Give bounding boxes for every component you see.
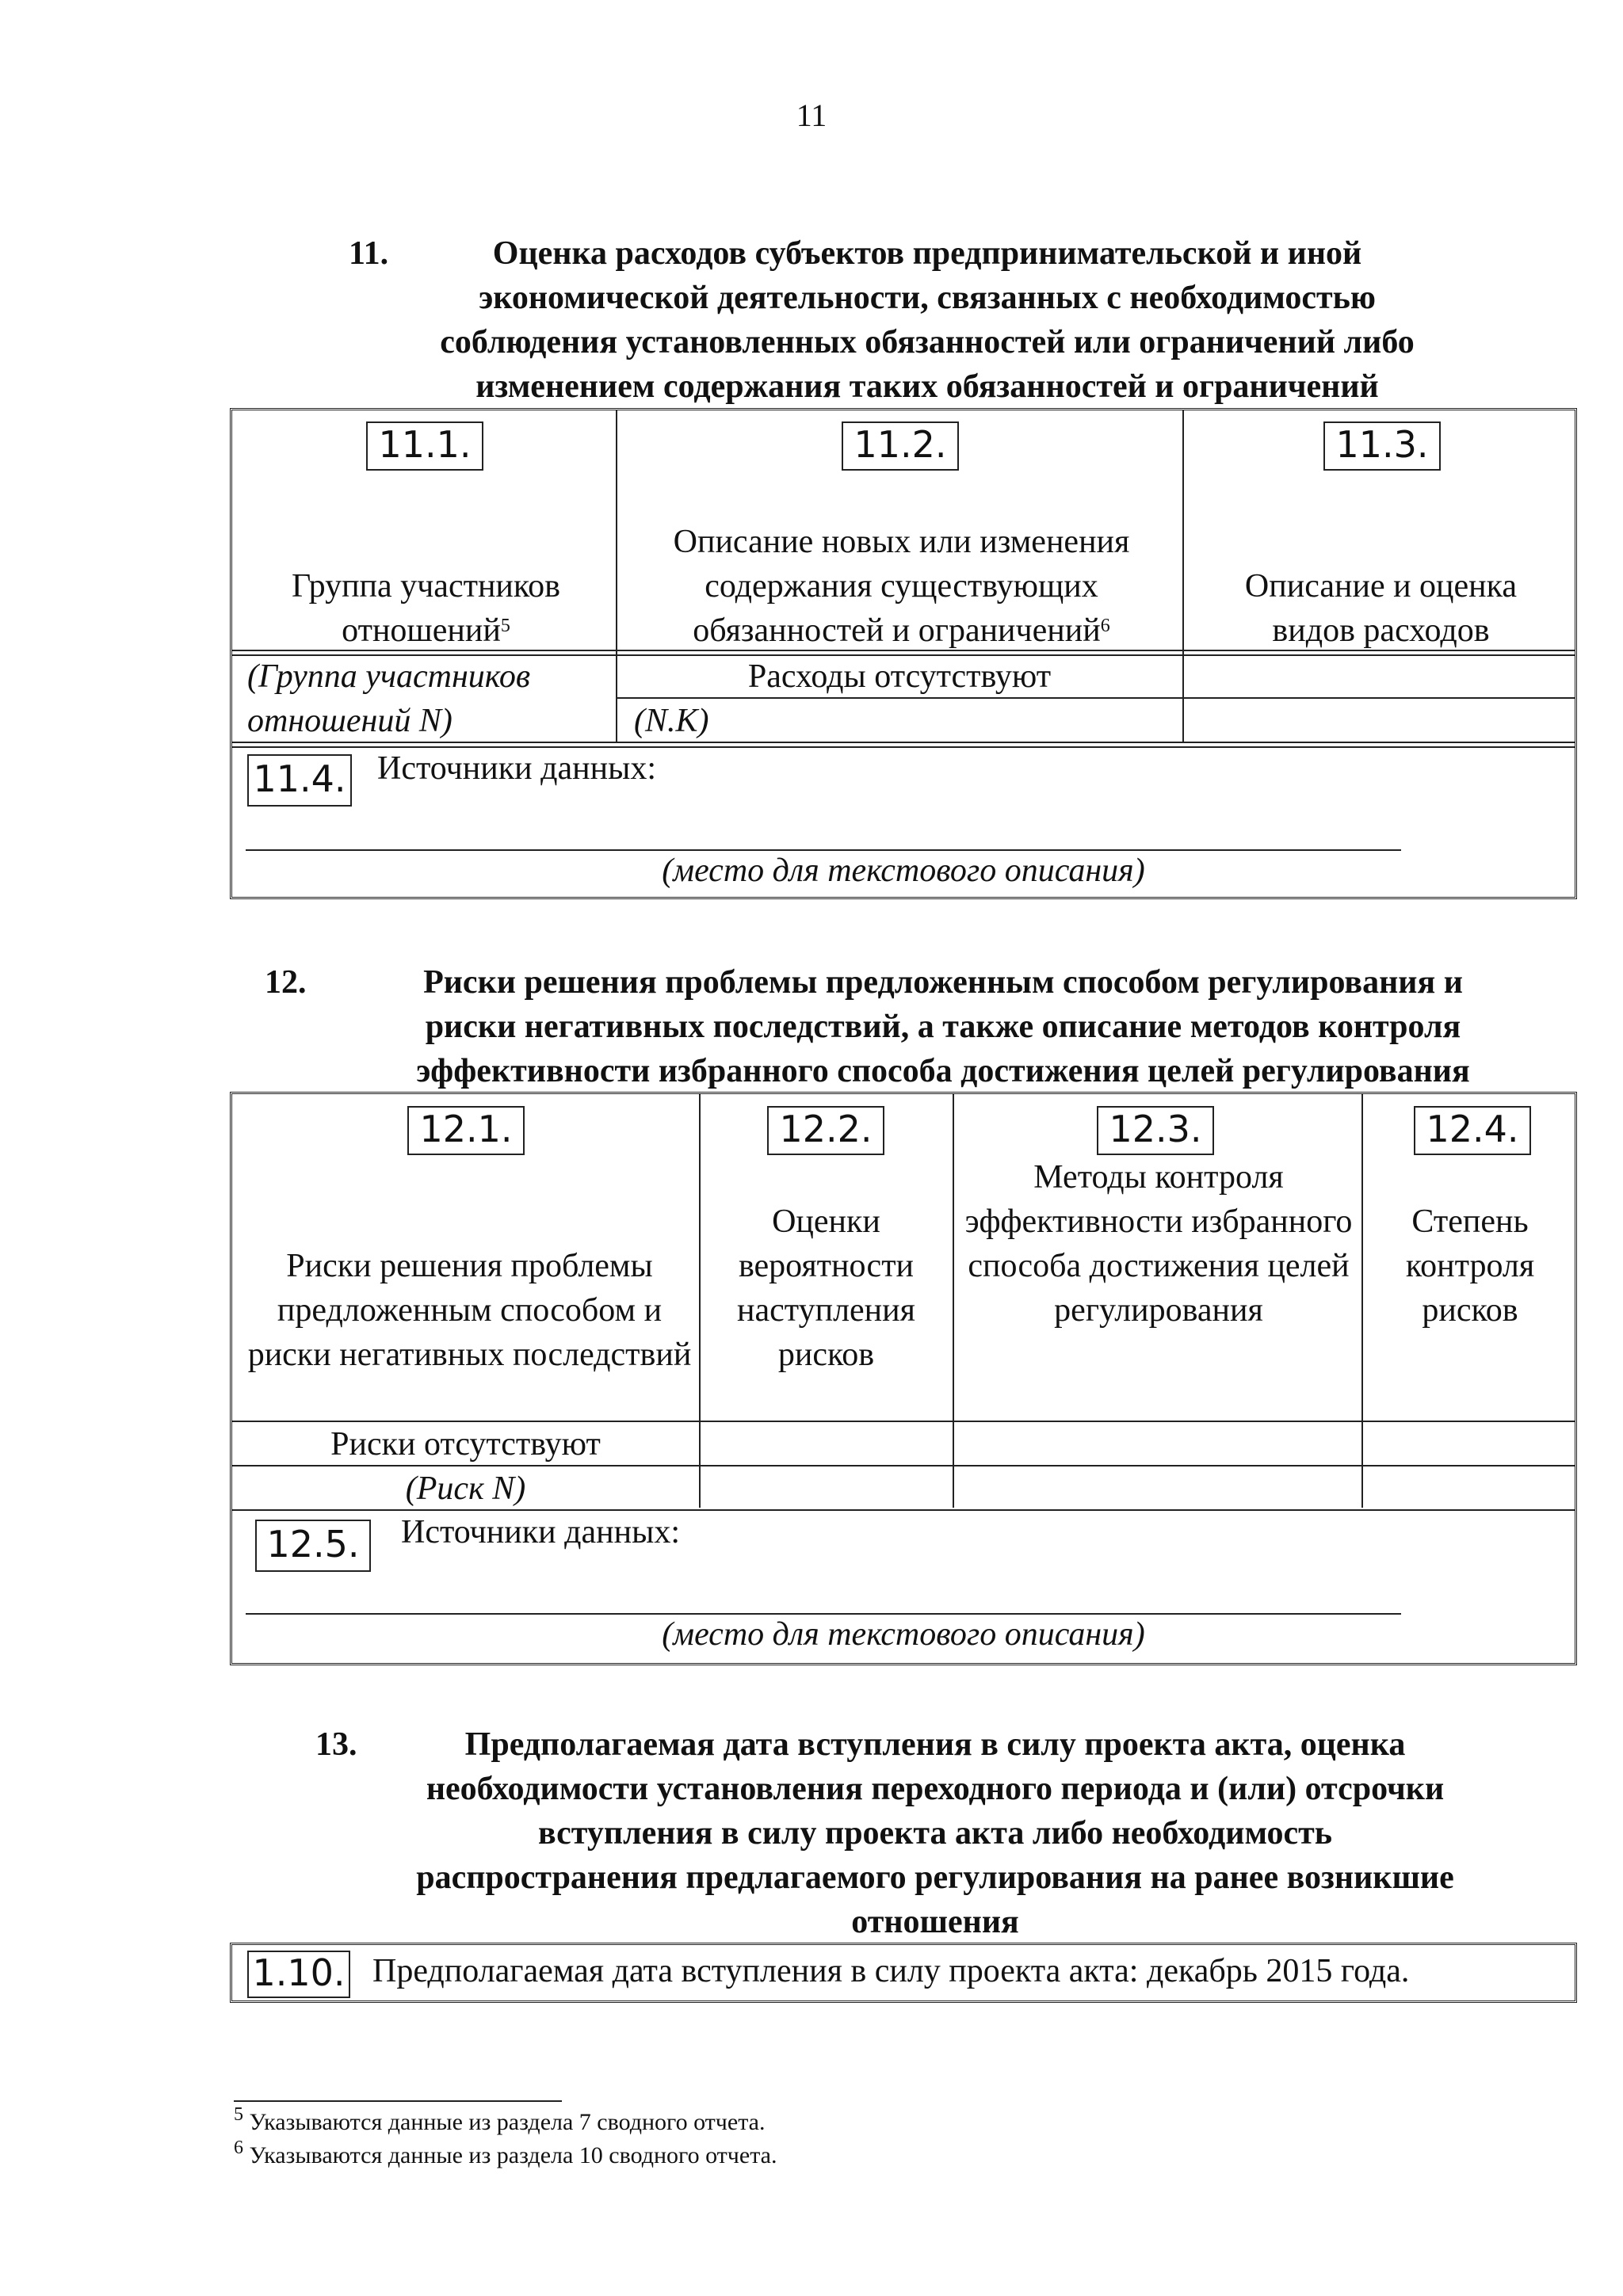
footnote-6 (234, 2138, 777, 2169)
header-11-2-text: Описание новых или изменения содержания существующих обязанностей и ограничений (673, 524, 1130, 649)
table-divider (953, 1094, 954, 1508)
table-divider (616, 410, 617, 742)
row-expenses-none: Расходы отсутствуют (747, 658, 1052, 695)
header-11-3-text: Описание и оценка видов расходов (1244, 568, 1518, 649)
section-12-title-line: эффективности избранного способа достижения целей регулирования (416, 1053, 1470, 1089)
section-12-title-line: Риски решения проблемы предложенным способом регулирования и (423, 964, 1463, 1001)
section-12-title (301, 960, 1585, 1093)
footnote-5 (234, 2104, 766, 2136)
table-divider (232, 746, 1575, 748)
code-12-5-label: 12.5. (266, 1523, 360, 1566)
code-box-12-4 (1414, 1106, 1531, 1155)
code-box-11-1 (366, 421, 483, 471)
sources-label-12: Источники данных: (401, 1514, 680, 1550)
section-13-title-line: Предполагаемая дата вступления в силу проекта акта, оценка (464, 1726, 1406, 1763)
header-12-4: Степень контроля рисков (1405, 1203, 1535, 1329)
code-box-1-10 (247, 1951, 350, 1998)
code-box-12-2 (767, 1106, 884, 1155)
code-11-3-label: 11.3. (1335, 423, 1429, 466)
code-box-12-5 (255, 1520, 371, 1572)
section-13-number: 13. (315, 1726, 357, 1763)
text-underline-11 (246, 849, 1401, 851)
header-11-2 (630, 520, 1173, 653)
section-13-title-line: необходимости установления переходного периода и (или) отсрочки (426, 1771, 1445, 1807)
header-12-3: Методы контроля эффективности избранного способа достижения целей регулирования (964, 1159, 1353, 1329)
row-group-label: (Группа участников отношений N) (247, 658, 531, 739)
header-11-1-text: Группа участников отношений (292, 568, 560, 649)
sources-label-11: Источники данных: (377, 750, 656, 787)
code-11-2-label: 11.2. (854, 423, 947, 466)
section-13-title-line: распространения предлагаемого регулирования на ранее возникшие (416, 1859, 1454, 1896)
section-12-table (230, 1092, 1577, 1665)
effective-date-text: Предполагаемая дата вступления в силу проекта акта: декабрь 2015 года. (372, 1953, 1410, 1989)
footnote-ref-6: 6 (1100, 616, 1110, 636)
section-11-title-line: соблюдения установленных обязанностей или ограничений либо (440, 324, 1415, 360)
section-11-title-line: экономической деятельности, связанных с необходимостью (479, 280, 1376, 316)
footnote-5-mark: 5 (234, 2104, 243, 2125)
section-11-title-line: Оценка расходов субъектов предпринимательской и иной (492, 235, 1362, 272)
section-13-title-line: отношения (851, 1904, 1019, 1940)
section-13-title (333, 1722, 1537, 1944)
table-divider (1361, 1094, 1363, 1508)
code-box-11-2 (842, 421, 959, 471)
page-number: 11 (796, 97, 827, 133)
footnote-5-text: Указываются данные из раздела 7 сводного отчета. (249, 2109, 766, 2135)
code-12-4-label: 12.4. (1426, 1108, 1519, 1150)
table-divider (1182, 410, 1184, 742)
code-11-4-label: 11.4. (253, 757, 346, 800)
text-placeholder-11: (место для текстового описания) (662, 852, 1145, 889)
section-11-table (230, 408, 1577, 899)
section-11-title (372, 231, 1482, 409)
code-box-11-3 (1323, 421, 1441, 471)
row-nk: (N.K) (634, 703, 709, 739)
code-12-2-label: 12.2. (779, 1108, 873, 1150)
header-12-2: Оценки вероятности наступления рисков (737, 1203, 915, 1373)
footnote-ref-5: 5 (500, 616, 510, 636)
code-box-12-3 (1097, 1106, 1214, 1155)
code-11-1-label: 11.1. (378, 423, 472, 466)
footnote-separator (234, 2100, 562, 2102)
code-box-11-4 (247, 754, 352, 807)
section-12-title-line: риски негативных последствий, а также описание методов контроля (425, 1009, 1461, 1045)
section-13-title-line: вступления в силу проекта акта либо необходимость (537, 1815, 1333, 1852)
section-12-number: 12. (265, 964, 307, 1001)
table-divider (699, 1094, 701, 1508)
footnote-6-text: Указываются данные из раздела 10 сводного отчета. (249, 2142, 777, 2168)
header-11-1 (246, 564, 606, 653)
footnote-6-mark: 6 (234, 2138, 243, 2158)
row-risk-n: (Риск N) (405, 1470, 526, 1507)
text-placeholder-12: (место для текстового описания) (662, 1616, 1145, 1653)
code-1-10-label: 1.10. (252, 1951, 346, 1994)
section-11-title-line: изменением содержания таких обязанностей и ограничений (475, 368, 1379, 405)
code-12-3-label: 12.3. (1109, 1108, 1202, 1150)
header-12-1: Риски решения проблемы предложенным способом и риски негативных последствий (247, 1248, 692, 1373)
code-12-1-label: 12.1. (419, 1108, 513, 1150)
header-11-3 (1205, 564, 1557, 653)
code-box-12-1 (407, 1106, 525, 1155)
text-underline-12 (246, 1613, 1401, 1615)
section-11-number: 11. (349, 235, 389, 272)
row-risks-none: Риски отсутствуют (330, 1426, 601, 1463)
